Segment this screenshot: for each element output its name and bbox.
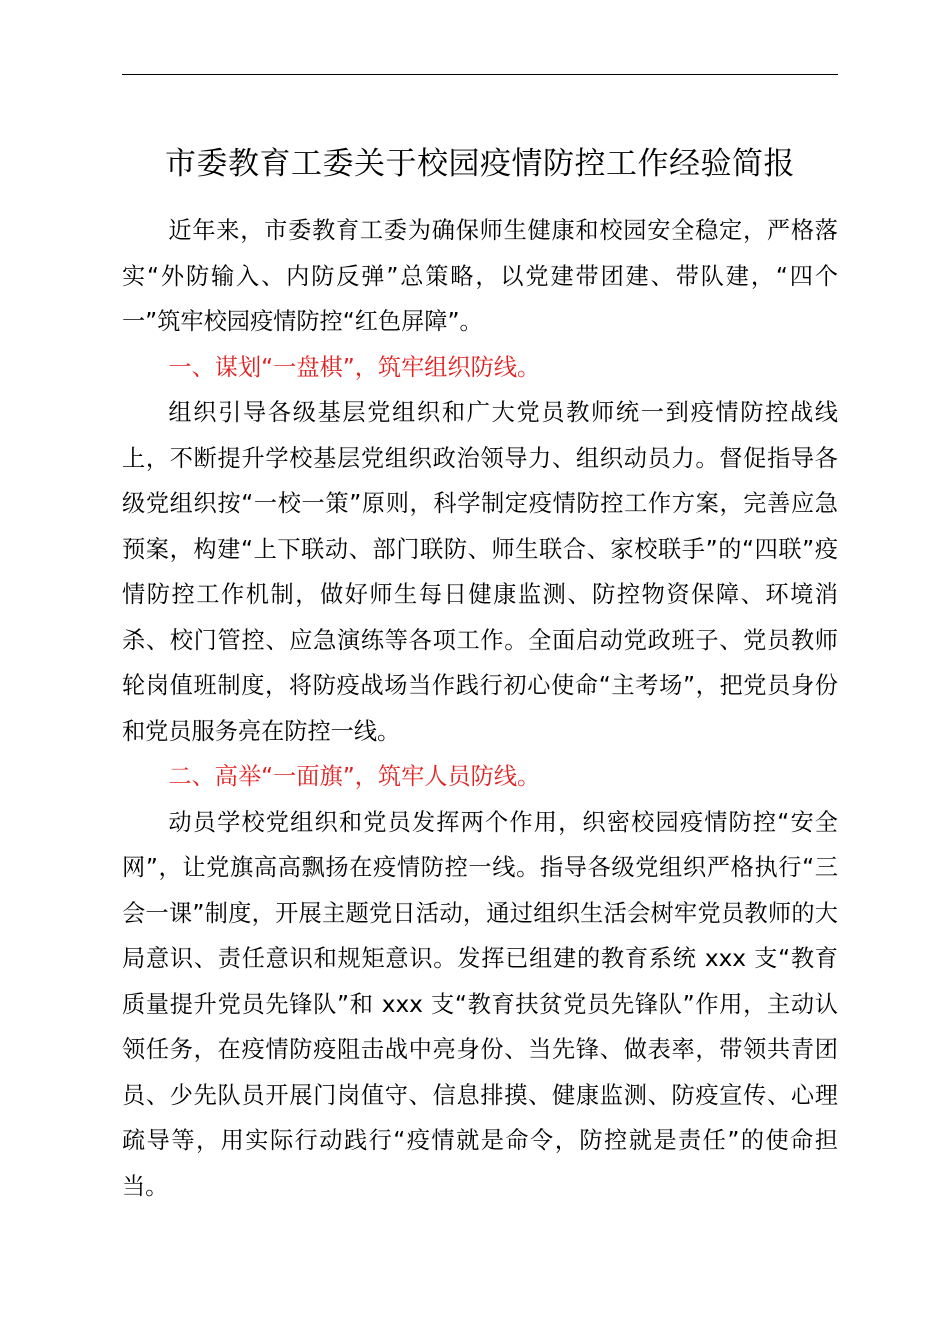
section-2-paragraph: 动员学校党组织和党员发挥两个作用，织密校园疫情防控“安全网”，让党旗高高飘扬在疫情防控一线。指导各级党组织严格执行“三会一课”制度，开展主题党日活动，通过组织生活会树牢党员教师的大局意识、责任意识和规矩意识。发挥已组建的教育系统 xxx 支“教育质量提升党员先锋队”和 xxx 支“教育扶贫党员先锋队”作用，主动认领任务，在疫情防疫阻击战中亮身份、当先锋、做表率，带领共青团员、少先队员开展门岗值守、信息排摸、健康监测、防疫宣传、心理疏导等，用实际行动践行“疫情就是命令，防控就是责任”的使命担当。 xyxy=(122,808,838,1200)
top-rule xyxy=(122,74,838,75)
section-heading-2: 二、高举“一面旗”，筑牢人员防线。 xyxy=(168,763,541,790)
document-body xyxy=(122,208,838,1209)
intro-paragraph: 近年来，市委教育工委为确保师生健康和校园安全稳定，严格落实“外防输入、内防反弹”总策略，以党建带团建、带队建，“四个一”筑牢校园疫情防控“红色屏障”。 xyxy=(122,217,838,335)
document-title: 市委教育工委关于校园疫情防控工作经验简报 xyxy=(165,146,795,182)
section-1-paragraph: 组织引导各级基层党组织和广大党员教师统一到疫情防控战线上，不断提升学校基层党组织政治领导力、组织动员力。督促指导各级党组织按“一校一策”原则，科学制定疫情防控工作方案，完善应急预案，构建“上下联动、部门联防、师生联合、家校联手”的“四联”疫情防控工作机制，做好师生每日健康监测、防控物资保障、环境消杀、校门管控、应急演练等各项工作。全面启动党政班子、党员教师轮岗值班制度，将防疫战场当作践行初心使命“主考场”，把党员身份和党员服务亮在防控一线。 xyxy=(122,399,838,745)
section-heading-1: 一、谋划“一盘棋”，筑牢组织防线。 xyxy=(168,353,541,381)
